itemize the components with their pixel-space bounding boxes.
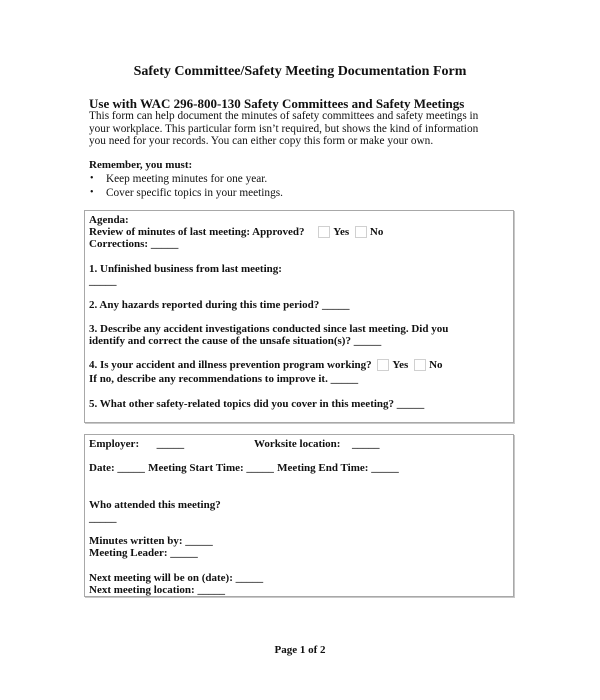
date-field[interactable]: _____ — [117, 462, 145, 474]
question-5-row — [89, 398, 425, 410]
next-location-label: Next meeting location: — [89, 584, 195, 596]
minutes-by-row — [89, 535, 213, 547]
intro-line: you need for your records. You can either copy this form or make your own. — [89, 135, 434, 147]
question-1: 1. Unfinished business from last meeting: — [89, 263, 282, 275]
list-item-text: Keep meeting minutes for one year. — [106, 173, 268, 185]
end-time-field[interactable]: _____ — [371, 462, 399, 474]
worksite-field[interactable]: _____ — [351, 438, 380, 450]
question-1-field[interactable]: _____ — [89, 275, 117, 287]
next-location-field[interactable]: _____ — [197, 584, 225, 596]
question-3-field[interactable]: _____ — [353, 335, 382, 347]
subheading: Use with WAC 296-800-130 Safety Committees and Safety Meetings — [89, 96, 465, 111]
remember-label: Remember, you must: — [89, 159, 193, 171]
question-4-followup-row — [89, 373, 359, 385]
question-5: 5. What other safety-related topics did you cover in this meeting? — [89, 398, 395, 410]
question-2-field[interactable]: _____ — [321, 299, 350, 311]
agenda-label: Agenda: — [89, 214, 129, 226]
next-date-row — [89, 572, 264, 584]
yes-label: Yes — [392, 359, 409, 371]
agenda-box — [84, 210, 514, 423]
next-location-row — [89, 584, 225, 596]
attended-field[interactable]: _____ — [89, 512, 117, 524]
intro-line: This form can help document the minutes of safety committees and safety meetings in — [89, 110, 479, 122]
meeting-details-box — [84, 434, 514, 597]
leader-row — [89, 547, 198, 559]
no-label: No — [369, 226, 384, 238]
page-number: Page 1 of 2 — [274, 644, 326, 656]
question-2: 2. Any hazards reported during this time period? — [89, 299, 320, 311]
page-title: Safety Committee/Safety Meeting Documentation Form — [133, 64, 467, 79]
employer-field[interactable]: _____ — [156, 438, 185, 450]
yes-label: Yes — [333, 226, 350, 238]
worksite-label: Worksite location: — [254, 438, 341, 450]
employer-label: Employer: — [89, 438, 140, 450]
question-5-field[interactable]: _____ — [396, 398, 425, 410]
approved-yes-checkbox[interactable] — [318, 226, 330, 238]
question-4: 4. Is your accident and illness prevention program working? — [89, 359, 372, 371]
intro-line: your workplace. This particular form isn’t required, but shows the kind of information — [89, 122, 479, 135]
question-2-row — [89, 299, 350, 311]
review-row — [89, 226, 383, 238]
worksite-row — [254, 438, 380, 450]
corrections-label: Corrections: — [89, 238, 149, 250]
next-date-field[interactable]: _____ — [235, 572, 264, 584]
question-3-line2: identify and correct the cause of the unsafe situation(s)? — [89, 335, 351, 347]
start-time-label: Meeting Start Time: — [148, 462, 244, 474]
program-no-checkbox[interactable] — [414, 359, 426, 371]
bullet-icon: • — [90, 173, 94, 184]
leader-field[interactable]: _____ — [170, 547, 198, 559]
bullet-icon: • — [90, 187, 94, 198]
end-time-label: Meeting End Time: — [277, 462, 369, 474]
question-3-row — [89, 335, 382, 347]
minutes-by-field[interactable]: _____ — [185, 535, 213, 547]
employer-row — [89, 438, 185, 450]
list-item — [89, 172, 283, 186]
attended-label: Who attended this meeting? — [89, 499, 221, 511]
question-4-row — [89, 359, 443, 371]
minutes-by-label: Minutes written by: — [89, 535, 183, 547]
corrections-row — [89, 238, 179, 250]
next-date-label: Next meeting will be on (date): — [89, 572, 233, 584]
question-4-field[interactable]: _____ — [330, 373, 359, 385]
list-item-text: Cover specific topics in your meetings. — [106, 187, 283, 199]
corrections-field[interactable]: _____ — [150, 238, 179, 250]
intro-paragraph — [89, 110, 509, 148]
start-time-field[interactable]: _____ — [246, 462, 274, 474]
question-3-line1: 3. Describe any accident investigations conducted since last meeting. Did you — [89, 323, 449, 335]
question-4-followup: If no, describe any recommendations to improve it. — [89, 373, 328, 385]
approved-no-checkbox[interactable] — [355, 226, 367, 238]
remember-list — [89, 172, 283, 200]
program-yes-checkbox[interactable] — [377, 359, 389, 371]
no-label: No — [429, 359, 443, 371]
date-label: Date: — [89, 462, 115, 474]
list-item — [89, 186, 283, 200]
date-time-row — [89, 462, 399, 474]
leader-label: Meeting Leader: — [89, 547, 168, 559]
review-label: Review of minutes of last meeting: Approved? — [89, 226, 305, 238]
